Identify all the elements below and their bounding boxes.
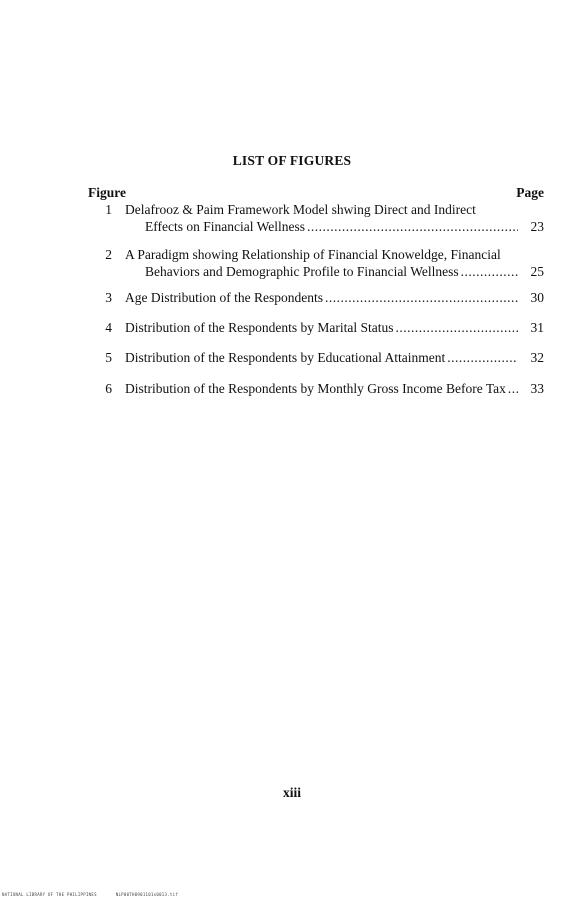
figure-caption: A Paradigm showing Relationship of Financial Knoweldge, Financial — [125, 247, 501, 262]
page-column-header: Page — [516, 185, 544, 200]
figure-caption: Distribution of the Respondents by Marital Status — [125, 320, 394, 335]
figure-entry — [88, 319, 544, 336]
file-name: NLP00TH0901101x0013.tif — [115, 892, 179, 897]
figure-number: 6 — [105, 381, 112, 396]
figure-entry — [88, 289, 544, 306]
figure-page-number: 30 — [530, 290, 544, 305]
page-number: xiii — [282, 785, 301, 800]
figure-caption-continued: Effects on Financial Wellness — [145, 219, 306, 234]
figure-caption: Distribution of the Respondents by Monthly Gross Income Before Tax — [125, 381, 506, 396]
dot-leader — [508, 380, 518, 397]
figure-number: 4 — [105, 320, 112, 335]
figure-caption: Distribution of the Respondents by Educational Attainment — [125, 350, 446, 365]
figure-number: 1 — [105, 202, 112, 217]
figure-caption-continued: Behaviors and Demographic Profile to Financial Wellness — [145, 264, 459, 279]
figure-page-number: 32 — [530, 350, 544, 365]
page-title: LIST OF FIGURES — [232, 153, 352, 168]
dot-leader — [307, 218, 518, 235]
figure-entry — [88, 349, 544, 366]
library-name: NATIONAL LIBRARY OF THE PHILIPPINES — [2, 892, 97, 897]
dot-leader — [325, 289, 518, 306]
dot-leader — [461, 263, 518, 280]
figure-page-number: 23 — [530, 219, 544, 234]
figure-column-header: Figure — [88, 185, 126, 200]
figure-entry — [88, 246, 544, 280]
dot-leader — [447, 349, 518, 366]
figure-entry — [88, 380, 544, 397]
figure-number: 2 — [105, 247, 112, 262]
figure-entry — [88, 201, 544, 235]
scan-footer — [2, 892, 178, 897]
figure-number: 3 — [105, 290, 112, 305]
figure-caption: Age Distribution of the Respondents — [125, 290, 323, 305]
figure-page-number: 25 — [530, 264, 544, 279]
dot-leader — [395, 319, 518, 336]
figure-number: 5 — [105, 350, 112, 365]
figure-caption: Delafrooz & Paim Framework Model shwing Direct and Indirect — [125, 202, 476, 217]
figure-page-number: 31 — [530, 320, 544, 335]
figure-page-number: 33 — [530, 381, 544, 396]
